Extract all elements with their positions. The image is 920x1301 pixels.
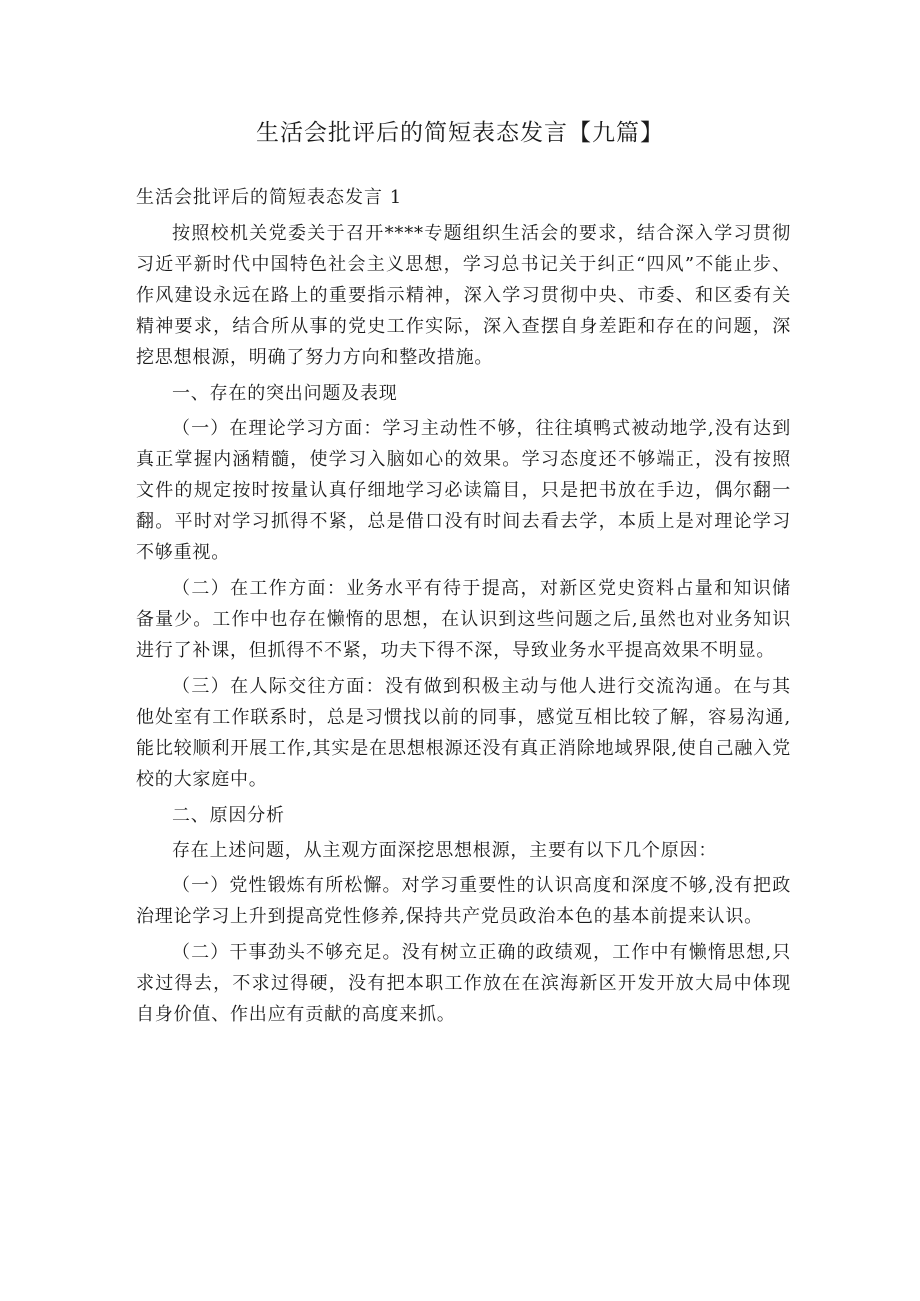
paragraph-work: （二）在工作方面：业务水平有待于提高，对新区党史资料占量和知识储备量少。工作中也存在懒惰的思想，在认识到这些问题之后,虽然也对业务知识进行了补课，但抓得不不紧，功夫下得不深，导致业务水平提高效果不明显。 [136, 578, 791, 661]
paragraph-party-spirit: （一）党性锻炼有所松懈。对学习重要性的认识高度和深度不够,没有把政治理论学习上升到提高党性修养,保持共产党员政治本色的基本前提来认识。 [136, 875, 791, 927]
section-subtitle: 生活会批评后的简短表态发言 1 [136, 187, 403, 208]
paragraph-interpersonal: （三）在人际交往方面：没有做到积极主动与他人进行交流沟通。在与其他处室有工作联系时，总是习惯找以前的同事，感觉互相比较了解，容易沟通,能比较顺利开展工作,其实是在思想根源还没有真正消除地域界限,使自己融入党校的大家庭中。 [136, 676, 791, 790]
section-heading-problems: 一、存在的突出问题及表现 [172, 383, 398, 404]
intro-paragraph: 按照校机关党委关于召开****专题组织生活会的要求，结合深入学习贯彻习近平新时代中国特色社会主义思想，学习总书记关于纠正“四风”不能止步、作风建设永远在路上的重要指示精神，深入学习贯彻中央、市委、和区委有关精神要求，结合所从事的党史工作实际，深入查摆自身差距和存在的问题，深挖思想根源，明确了努力方向和整改措施。 [136, 223, 791, 368]
paragraph-motivation: （二）干事劲头不够充足。没有树立正确的政绩观，工作中有懒惰思想,只求过得去，不求过得硬，没有把本职工作放在在滨海新区开发开放大局中体现自身价值、作出应有贡献的高度来抓。 [136, 942, 791, 1025]
document-body [136, 218, 791, 1030]
document-title: 生活会批评后的简短表态发言【九篇】 [256, 120, 664, 146]
paragraph-causes-intro: 存在上述问题，从主观方面深挖思想根源，主要有以下几个原因： [172, 840, 718, 861]
paragraph-theory-study: （一）在理论学习方面：学习主动性不够，往往填鸭式被动地学,没有达到真正掌握内涵精髓，使学习入脑如心的效果。学习态度还不够端正，没有按照文件的规定按时按量认真仔细地学习必读篇目，只是把书放在手边，偶尔翻一翻。平时对学习抓得不紧，总是借口没有时间去看去学，本质上是对理论学习不够重视。 [136, 418, 791, 563]
section-heading-causes: 二、原因分析 [172, 805, 285, 826]
